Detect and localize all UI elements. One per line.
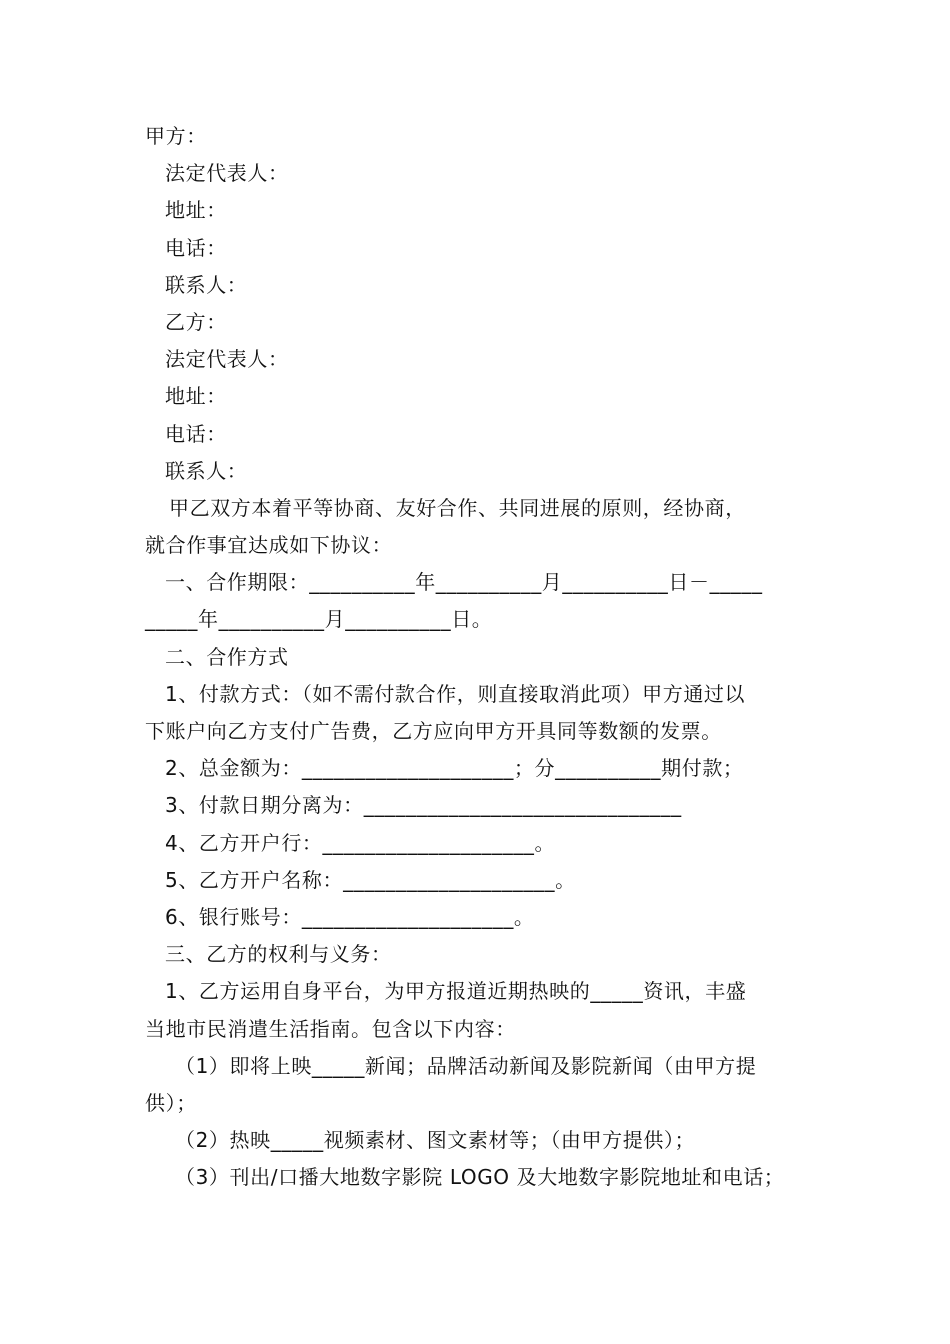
content-item-1-line-2: 供）； — [145, 1090, 197, 1115]
party-b-address: 地址： — [165, 384, 227, 409]
content-item-2: （2）热映_____视频素材、图文素材等；（由甲方提供）； — [175, 1128, 696, 1153]
bank-account-line: 6、银行账号：____________________。 — [165, 904, 535, 929]
account-name-line: 5、乙方开户名称：____________________。 — [165, 867, 576, 892]
rights-item-1-line-2: 当地市民消遣生活指南。包含以下内容： — [145, 1016, 516, 1041]
party-b-legal-representative: 法定代表人： — [165, 347, 289, 372]
section-cooperation-method: 二、合作方式 — [165, 644, 289, 669]
agreement-intro-line-2: 就合作事宜达成如下协议： — [145, 533, 393, 558]
party-a-phone: 电话： — [165, 235, 227, 260]
rights-item-1-line-1: 1、乙方运用自身平台，为甲方报道近期热映的_____资讯，丰盛 — [165, 979, 747, 1004]
payment-date-line: 3、付款日期分离为：______________________________ — [165, 793, 682, 818]
payment-method-line-2: 下账户向乙方支付广告费，乙方应向甲方开具同等数额的发票。 — [145, 719, 722, 743]
party-b-label: 乙方： — [165, 309, 227, 334]
bank-branch-line: 4、乙方开户行：____________________。 — [165, 830, 556, 855]
party-b-phone: 电话： — [165, 421, 227, 446]
payment-method-line-1: 1、付款方式：（如不需付款合作，则直接取消此项）甲方通过以 — [165, 681, 746, 706]
cooperation-period-line-1: 一、合作期限：__________年__________月__________日－_____ — [165, 570, 763, 595]
party-a-label: 甲方： — [145, 124, 207, 148]
total-amount-line: 2、总金额为：____________________；分__________期付款； — [165, 756, 744, 781]
party-b-contact: 联系人： — [165, 458, 248, 483]
party-a-address: 地址： — [165, 198, 227, 223]
content-item-3: （3）刊出/口播大地数字影院 LOGO 及大地数字影院地址和电话； — [175, 1165, 785, 1190]
cooperation-period-line-2: _____年__________月__________日。 — [145, 607, 493, 632]
content-item-1-line-1: （1）即将上映_____新闻；品牌活动新闻及影院新闻（由甲方提 — [175, 1053, 757, 1078]
document-body — [145, 118, 810, 1196]
agreement-intro-line-1: 甲乙双方本着平等协商、友好合作、共同进展的原则，经协商， — [169, 495, 746, 520]
party-a-contact: 联系人： — [165, 272, 248, 297]
party-a-legal-representative: 法定代表人： — [165, 161, 289, 186]
section-party-b-rights: 三、乙方的权利与义务： — [165, 942, 392, 967]
